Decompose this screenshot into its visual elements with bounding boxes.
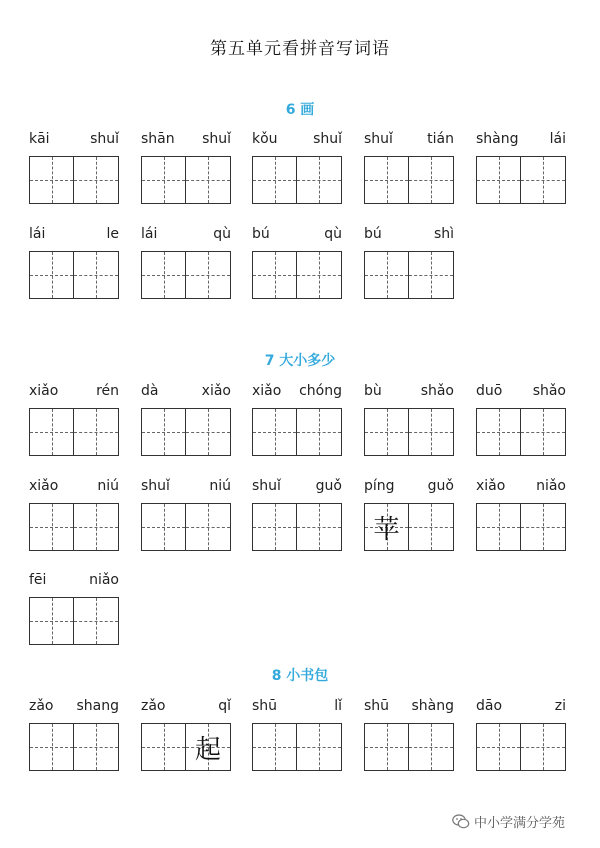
pinyin-right: shì: [433, 226, 454, 242]
tianzige-box[interactable]: [29, 723, 74, 771]
tianzige-pair: [29, 251, 119, 299]
pinyin-left: xiǎo: [29, 478, 59, 494]
pinyin-right: chóng: [299, 383, 342, 399]
pinyin-right: shǎo: [420, 383, 454, 399]
pinyin-left: shān: [141, 131, 175, 147]
pinyin-left: shū: [252, 698, 278, 714]
pinyin-left: kāi: [29, 131, 50, 147]
tianzige-box[interactable]: [141, 156, 186, 204]
pinyin-left: dà: [141, 383, 159, 399]
tianzige-pair: [29, 503, 119, 551]
tianzige-pair: [364, 408, 454, 456]
tianzige-box[interactable]: [29, 503, 74, 551]
tianzige-box[interactable]: [186, 503, 231, 551]
tianzige-pair: [364, 503, 454, 551]
tianzige-box[interactable]: [252, 156, 297, 204]
pinyin-right: qù: [213, 226, 231, 242]
pinyin-left: xiǎo: [252, 383, 282, 399]
tianzige-box[interactable]: [297, 723, 342, 771]
section-heading-7: 7 大小多少: [264, 353, 336, 369]
pinyin-left: bú: [364, 226, 382, 242]
tianzige-pair: [476, 723, 566, 771]
tianzige-box[interactable]: [409, 503, 454, 551]
tianzige-pair: [252, 251, 342, 299]
tianzige-pair: [476, 156, 566, 204]
pinyin-right: niǎo: [89, 572, 119, 588]
tianzige-box[interactable]: [364, 503, 409, 551]
tianzige-box[interactable]: [252, 503, 297, 551]
pinyin-right: rén: [96, 383, 119, 399]
tianzige-pair: [141, 156, 231, 204]
tianzige-box[interactable]: [409, 408, 454, 456]
tianzige-box[interactable]: [297, 251, 342, 299]
tianzige-pair: [141, 408, 231, 456]
tianzige-pair: [29, 408, 119, 456]
tianzige-pair: [364, 156, 454, 204]
tianzige-box[interactable]: [29, 156, 74, 204]
tianzige-pair: [476, 408, 566, 456]
tianzige-box[interactable]: [74, 408, 119, 456]
section-heading-8: 8 小书包: [271, 668, 329, 684]
pinyin-left: shuǐ: [141, 478, 170, 494]
pinyin-left: duō: [476, 383, 503, 399]
tianzige-box[interactable]: [186, 156, 231, 204]
pinyin-left: bú: [252, 226, 270, 242]
pinyin-left: shuǐ: [252, 478, 281, 494]
filled-character: 起: [194, 734, 221, 765]
tianzige-pair: [476, 503, 566, 551]
pinyin-right: xiǎo: [201, 383, 231, 399]
pinyin-left: píng: [364, 478, 395, 494]
tianzige-box[interactable]: [252, 251, 297, 299]
tianzige-pair: [364, 723, 454, 771]
tianzige-box[interactable]: [409, 251, 454, 299]
pinyin-right: shuǐ: [202, 131, 231, 147]
tianzige-box[interactable]: [476, 723, 521, 771]
pinyin-right: zi: [554, 698, 566, 714]
pinyin-left: lái: [29, 226, 46, 242]
pinyin-left: lái: [141, 226, 158, 242]
pinyin-left: xiǎo: [29, 383, 59, 399]
tianzige-box[interactable]: [29, 408, 74, 456]
tianzige-box[interactable]: [141, 251, 186, 299]
tianzige-pair: [141, 503, 231, 551]
pinyin-left: dāo: [476, 698, 503, 714]
tianzige-box[interactable]: [364, 408, 409, 456]
pinyin-right: shuǐ: [313, 131, 342, 147]
tianzige-box[interactable]: [297, 408, 342, 456]
tianzige-box[interactable]: [476, 408, 521, 456]
pinyin-right: tián: [427, 131, 454, 147]
pinyin-left: fēi: [29, 572, 47, 588]
pinyin-right: shàng: [411, 698, 454, 714]
watermark: [452, 812, 565, 831]
tianzige-pair: [29, 597, 119, 645]
tianzige-pair: [29, 156, 119, 204]
pinyin-right: guǒ: [315, 478, 342, 494]
pinyin-left: bù: [364, 383, 382, 399]
tianzige-pair: [252, 408, 342, 456]
tianzige-box[interactable]: [521, 408, 566, 456]
tianzige-pair: [29, 723, 119, 771]
tianzige-pair: [141, 723, 231, 771]
tianzige-pair: [252, 156, 342, 204]
tianzige-box[interactable]: [141, 723, 186, 771]
tianzige-pair: [141, 251, 231, 299]
tianzige-box[interactable]: [409, 156, 454, 204]
pinyin-right: guǒ: [427, 478, 454, 494]
pinyin-left: shàng: [476, 131, 519, 147]
tianzige-pair: [252, 723, 342, 771]
tianzige-box[interactable]: [521, 156, 566, 204]
tianzige-box[interactable]: [141, 503, 186, 551]
wechat-icon: [452, 814, 470, 829]
tianzige-pair: [364, 251, 454, 299]
tianzige-box[interactable]: [74, 723, 119, 771]
tianzige-box[interactable]: [252, 723, 297, 771]
tianzige-box[interactable]: [29, 251, 74, 299]
tianzige-pair: [252, 503, 342, 551]
tianzige-box[interactable]: [521, 503, 566, 551]
tianzige-box[interactable]: [476, 156, 521, 204]
tianzige-box[interactable]: [186, 723, 231, 771]
tianzige-box[interactable]: [74, 503, 119, 551]
pinyin-right: niú: [209, 478, 231, 494]
tianzige-box[interactable]: [364, 156, 409, 204]
tianzige-box[interactable]: [297, 503, 342, 551]
tianzige-box[interactable]: [409, 723, 454, 771]
pinyin-left: zǎo: [29, 698, 54, 714]
section-heading-6: 6 画: [285, 102, 315, 118]
tianzige-box[interactable]: [297, 156, 342, 204]
pinyin-right: le: [106, 226, 119, 242]
tianzige-box[interactable]: [29, 597, 74, 645]
tianzige-box[interactable]: [74, 251, 119, 299]
filled-character: 苹: [373, 514, 400, 545]
pinyin-left: kǒu: [252, 131, 278, 147]
tianzige-box[interactable]: [74, 597, 119, 645]
tianzige-box[interactable]: [186, 408, 231, 456]
pinyin-right: qǐ: [218, 698, 231, 714]
pinyin-left: shū: [364, 698, 390, 714]
pinyin-left: xiǎo: [476, 478, 506, 494]
pinyin-right: qù: [324, 226, 342, 242]
tianzige-box[interactable]: [364, 251, 409, 299]
pinyin-right: niǎo: [536, 478, 566, 494]
tianzige-box[interactable]: [476, 503, 521, 551]
tianzige-box[interactable]: [364, 723, 409, 771]
pinyin-right: shang: [76, 698, 119, 714]
tianzige-box[interactable]: [521, 723, 566, 771]
tianzige-box[interactable]: [252, 408, 297, 456]
tianzige-box[interactable]: [141, 408, 186, 456]
tianzige-box[interactable]: [74, 156, 119, 204]
pinyin-right: shuǐ: [90, 131, 119, 147]
pinyin-left: zǎo: [141, 698, 166, 714]
pinyin-right: niú: [97, 478, 119, 494]
watermark-text: 中小学满分学苑: [474, 816, 566, 831]
pinyin-right: shǎo: [532, 383, 566, 399]
pinyin-left: shuǐ: [364, 131, 393, 147]
tianzige-box[interactable]: [186, 251, 231, 299]
pinyin-right: lái: [549, 131, 566, 147]
pinyin-right: lǐ: [334, 698, 342, 714]
page-title: 第五单元看拼音写词语: [210, 39, 390, 59]
